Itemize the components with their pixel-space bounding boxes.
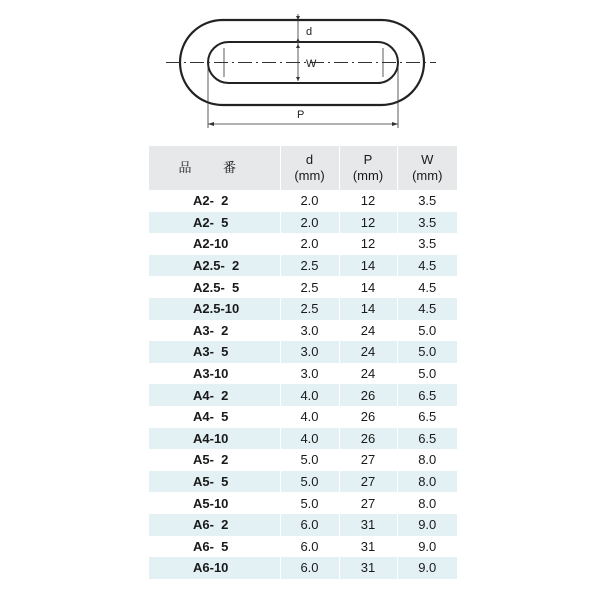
- table-row: [149, 320, 457, 342]
- table-body: [149, 190, 457, 579]
- w-cell: 3.5: [397, 190, 457, 212]
- p-cell: 26: [339, 406, 397, 428]
- table-row: [149, 363, 457, 385]
- d-cell: 4.0: [280, 384, 339, 406]
- chain-link-diagram: [0, 0, 599, 140]
- part-number-cell: A6- 2: [149, 514, 280, 536]
- part-number-cell: A2.5-10: [149, 298, 280, 320]
- part-number-cell: A2- 5: [149, 212, 280, 234]
- part-number-cell: A5- 5: [149, 471, 280, 493]
- header-part-name: 品 番: [178, 160, 251, 175]
- d-cell: 6.0: [280, 514, 339, 536]
- table-row: [149, 212, 457, 234]
- w-cell: 9.0: [397, 536, 457, 558]
- p-cell: 12: [339, 190, 397, 212]
- w-cell: 6.5: [397, 428, 457, 450]
- w-cell: 9.0: [397, 514, 457, 536]
- part-number-cell: A2.5- 5: [149, 276, 280, 298]
- part-number-cell: A3-10: [149, 363, 280, 385]
- table-header-row: [149, 146, 457, 190]
- table-row: [149, 449, 457, 471]
- d-cell: 2.0: [280, 212, 339, 234]
- part-number-cell: A4- 5: [149, 406, 280, 428]
- d-cell: 3.0: [280, 320, 339, 342]
- p-cell: 14: [339, 298, 397, 320]
- d-cell: 5.0: [280, 449, 339, 471]
- header-part-number: [149, 146, 280, 190]
- w-arrow-top: [296, 44, 300, 48]
- p-cell: 12: [339, 212, 397, 234]
- table-row: [149, 276, 457, 298]
- w-cell: 8.0: [397, 471, 457, 493]
- table-row: [149, 384, 457, 406]
- table-row: [149, 536, 457, 558]
- p-arrow-right: [392, 122, 398, 126]
- p-cell: 26: [339, 428, 397, 450]
- w-cell: 3.5: [397, 233, 457, 255]
- part-number-cell: A2-10: [149, 233, 280, 255]
- part-number-cell: A4-10: [149, 428, 280, 450]
- part-number-cell: A6- 5: [149, 536, 280, 558]
- p-cell: 24: [339, 341, 397, 363]
- d-label: d: [306, 26, 313, 38]
- p-cell: 26: [339, 384, 397, 406]
- header-d-name: d: [305, 152, 314, 167]
- w-cell: 8.0: [397, 492, 457, 514]
- d-cell: 4.0: [280, 406, 339, 428]
- w-cell: 5.0: [397, 341, 457, 363]
- part-number-cell: A5-10: [149, 492, 280, 514]
- table-row: [149, 233, 457, 255]
- p-cell: 31: [339, 536, 397, 558]
- p-cell: 24: [339, 363, 397, 385]
- p-cell: 27: [339, 449, 397, 471]
- table-row: [149, 298, 457, 320]
- w-cell: 4.5: [397, 298, 457, 320]
- d-cell: 3.0: [280, 341, 339, 363]
- w-cell: 6.5: [397, 406, 457, 428]
- header-w: [397, 146, 457, 190]
- table-row: [149, 557, 457, 579]
- part-number-cell: A3- 5: [149, 341, 280, 363]
- table-row: [149, 341, 457, 363]
- p-cell: 31: [339, 557, 397, 579]
- w-cell: 4.5: [397, 276, 457, 298]
- w-arrow-bottom: [296, 77, 300, 81]
- d-arrow-bottom: [296, 38, 300, 42]
- p-cell: 31: [339, 514, 397, 536]
- table-row: [149, 514, 457, 536]
- part-number-cell: A2.5- 2: [149, 255, 280, 277]
- spec-table: [149, 146, 457, 579]
- header-d: [280, 146, 339, 190]
- p-label: P: [297, 109, 305, 121]
- header-w-unit: (mm): [412, 168, 443, 183]
- part-number-cell: A5- 2: [149, 449, 280, 471]
- header-p: [339, 146, 397, 190]
- w-cell: 6.5: [397, 384, 457, 406]
- part-number-cell: A6-10: [149, 557, 280, 579]
- table-row: [149, 471, 457, 493]
- d-cell: 5.0: [280, 471, 339, 493]
- d-cell: 6.0: [280, 536, 339, 558]
- table-row: [149, 428, 457, 450]
- p-cell: 14: [339, 255, 397, 277]
- header-d-unit: (mm): [294, 168, 325, 183]
- w-cell: 4.5: [397, 255, 457, 277]
- d-cell: 5.0: [280, 492, 339, 514]
- d-cell: 2.5: [280, 298, 339, 320]
- w-cell: 8.0: [397, 449, 457, 471]
- header-w-name: W: [421, 152, 434, 167]
- table-row: [149, 255, 457, 277]
- table-row: [149, 406, 457, 428]
- header-p-unit: (mm): [352, 168, 384, 183]
- d-cell: 2.5: [280, 276, 339, 298]
- header-p-name: P: [363, 152, 373, 167]
- d-cell: 3.0: [280, 363, 339, 385]
- p-cell: 27: [339, 471, 397, 493]
- p-cell: 14: [339, 276, 397, 298]
- p-cell: 24: [339, 320, 397, 342]
- part-number-cell: A2- 2: [149, 190, 280, 212]
- w-label: W: [306, 58, 317, 70]
- p-cell: 27: [339, 492, 397, 514]
- table-row: [149, 492, 457, 514]
- d-cell: 2.5: [280, 255, 339, 277]
- w-cell: 9.0: [397, 557, 457, 579]
- table-row: [149, 190, 457, 212]
- w-cell: 5.0: [397, 363, 457, 385]
- p-cell: 12: [339, 233, 397, 255]
- d-cell: 2.0: [280, 190, 339, 212]
- w-cell: 5.0: [397, 320, 457, 342]
- w-cell: 3.5: [397, 212, 457, 234]
- p-arrow-left: [208, 122, 214, 126]
- d-cell: 2.0: [280, 233, 339, 255]
- part-number-cell: A3- 2: [149, 320, 280, 342]
- part-number-cell: A4- 2: [149, 384, 280, 406]
- d-cell: 4.0: [280, 428, 339, 450]
- d-cell: 6.0: [280, 557, 339, 579]
